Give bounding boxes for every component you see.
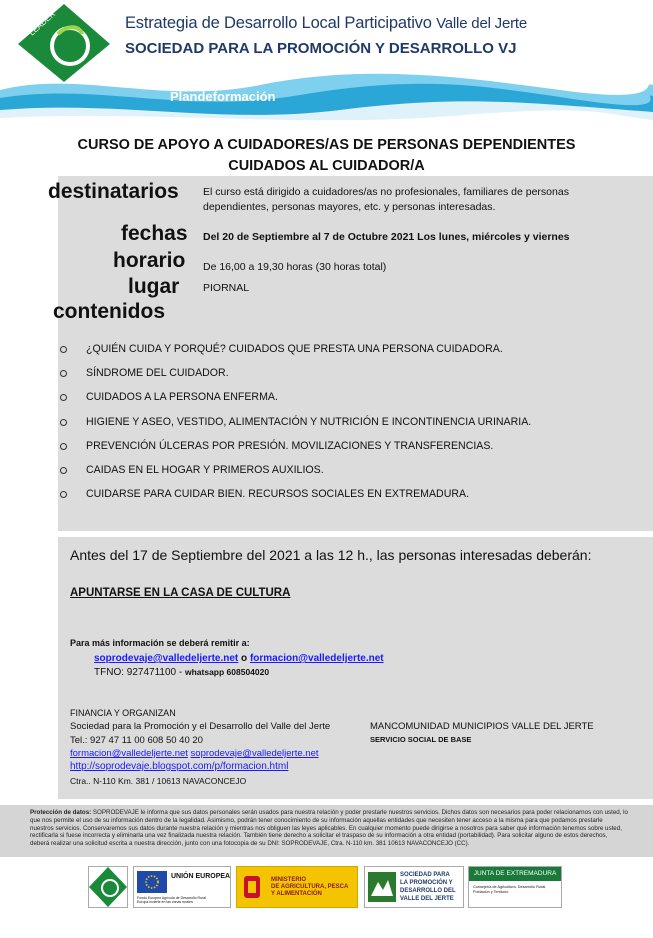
junta-title: JUNTA DE EXTREMADURA	[469, 867, 561, 881]
contenidos-label: contenidos	[53, 300, 166, 323]
bullet-icon	[60, 443, 67, 450]
formacion-blog-link[interactable]: http://soprodevaje.blogspot.com/p/formacion.html	[70, 761, 289, 772]
org1-address: Ctra.. N-110 Km. 381 / 10613 NAVACONCEJO	[70, 776, 247, 786]
org1-email-soprodevaje-link[interactable]: soprodevaje@valledeljerte.net	[190, 748, 319, 759]
contact-emails: soprodevaje@valledeljerte.net o formacion@valledeljerte.net	[94, 653, 384, 664]
destinatarios-text: El curso está dirigido a cuidadores/as no profesionales, familiares de personas dependientes, personas mayores, etc. y personas interesadas.	[203, 186, 569, 213]
email-soprodevaje-link[interactable]: soprodevaje@valledeljerte.net	[94, 653, 239, 664]
org1-email-formacion-link[interactable]: formacion@valledeljerte.net	[70, 748, 188, 759]
sociedad-text: SOCIEDAD PARA LA PROMOCIÓN Y DESARROLLO DEL VALLE DEL JERTE	[400, 872, 456, 902]
eu-flag-icon	[137, 871, 167, 893]
junta-sub: Consejería de Agricultura, Desarrollo Rural, Población y Territorio	[473, 885, 547, 894]
ministerio-text: MINISTERIO DE AGRICULTURA, PESCA Y ALIMENTACIÓN	[271, 877, 349, 897]
info-title: Para más información se deberá remitir a:	[70, 638, 250, 648]
org1-emails	[70, 748, 319, 759]
email-formacion-link[interactable]: formacion@valledeljerte.net	[249, 653, 384, 664]
header-subtitle: SOCIEDAD PARA LA PROMOCIÓN Y DESARROLLO VJ	[125, 40, 517, 57]
bullet-icon	[60, 467, 67, 474]
sociedad-logo	[364, 866, 464, 908]
org2-name: MANCOMUNIDAD MUNICIPIOS VALLE DEL JERTE	[370, 721, 594, 732]
privacy-text: Protección de datos: SOPRODEVAJE le informa que sus datos personales serán usados para nuestra relación y poder prestarle nuestros servicios. Dichos datos son necesarios para poder relacionarnos con usted, lo que nos permite el uso de su información dentro de la legalidad. Asimismo, podrán tener conocimiento de su información aquellas entidades que necesiten tener acceso a la misma para que podamos prestarle nuestros servicios. Conservaremos sus datos durante nuestra relación y mientras nos obliguen las leyes aplicables. En cualquier momento puede dirigirse a nosotros para saber qué información tenemos sobre usted, rectificarla si fuese incorrecta y eliminarla una vez finalizada nuestra relación. También tiene derecho a solicitar el traspaso de su información a otra entidad (portabilidad). Para solicitar alguno de estos derechos, deberá realizar una solicitud escrita a nuestra dirección, junto con una fotocopia de su DNI: SOPRODEVAJE, Ctra. N-110 km. 381 10613 NAVACONCEJO (CC).	[30, 809, 628, 848]
plan-de-formacion: Plandeformación	[170, 89, 276, 104]
list-item: PREVENCIÓN ÚLCERAS POR PRESIÓN. MOVILIZACIONES Y TRANSFERENCIAS.	[60, 440, 640, 464]
list-item: HIGIENE Y ASEO, VESTIDO, ALIMENTACIÓN Y NUTRICIÓN E INCONTINENCIA URINARIA.	[60, 416, 640, 440]
whatsapp-number: whatsapp 608504020	[184, 667, 270, 677]
bullet-icon	[60, 419, 67, 426]
leader-footer-icon	[89, 867, 127, 907]
junta-logo	[468, 866, 562, 908]
footer-logos	[0, 862, 653, 922]
sociedad-icon	[368, 872, 396, 902]
fechas-text: Del 20 de Septiembre al 7 de Octubre 2021 Los lunes, miércoles y viernes	[203, 231, 570, 243]
privacy-notice	[0, 805, 653, 857]
list-item: CAIDAS EN EL HOGAR Y PRIMEROS AUXILIOS.	[60, 464, 640, 488]
org1-url	[70, 761, 288, 772]
eu-logo	[133, 866, 231, 908]
fechas-label: fechas	[121, 222, 188, 245]
ministerio-logo	[236, 866, 358, 908]
list-item: ¿QUIÉN CUIDA Y PORQUÉ? CUIDADOS QUE PRESTA UNA PERSONA CUIDADORA.	[60, 343, 640, 367]
page-header	[0, 0, 653, 125]
contact-phone: TFNO: 927471100 - whatsapp 608504020	[94, 667, 270, 678]
eu-sub1: Fondo Europeo Agrícola de Desarrollo Rural	[137, 896, 206, 900]
horario-label: horario	[113, 249, 186, 272]
leader-logo	[18, 4, 110, 82]
list-item: SÍNDROME DEL CUIDADOR.	[60, 367, 640, 391]
org1-name: Sociedad para la Promoción y el Desarrollo del Valle del Jerte	[70, 721, 331, 732]
bullet-icon	[60, 491, 67, 498]
bullet-icon	[60, 394, 67, 401]
eu-title: UNIÓN EUROPEA	[171, 873, 231, 880]
list-item: CUIDARSE PARA CUIDAR BIEN. RECURSOS SOCIALES EN EXTREMADURA.	[60, 488, 640, 512]
org2-sub: SERVICIO SOCIAL DE BASE	[370, 735, 472, 744]
registration-action: APUNTARSE EN LA CASA DE CULTURA	[70, 587, 291, 599]
horario-text: De 16,00 a 19,30 horas (30 horas total)	[203, 261, 387, 273]
spain-crest-icon	[241, 872, 263, 902]
lugar-text: PIORNAL	[203, 282, 250, 294]
bullet-icon	[60, 346, 67, 353]
header-title-main: Estrategia de Desarrollo Local Participativo	[125, 14, 432, 32]
bullet-icon	[60, 370, 67, 377]
eu-sub2: Europa invierte en las zonas rurales	[137, 900, 193, 904]
lugar-label: lugar	[128, 275, 180, 298]
organizers-heading: FINANCIA Y ORGANIZAN	[70, 708, 176, 718]
destinatarios-label: destinatarios	[48, 180, 179, 203]
leader-footer-logo	[88, 866, 128, 908]
header-title-valle: Valle del Jerte	[436, 15, 528, 32]
course-title: CURSO DE APOYO A CUIDADORES/AS DE PERSONAS DEPENDIENTES	[77, 137, 576, 153]
list-item: CUIDADOS A LA PERSONA ENFERMA.	[60, 391, 640, 415]
course-subtitle: CUIDADOS AL CUIDADOR/A	[228, 158, 425, 174]
contents-list	[60, 343, 640, 512]
leader-logo-text: LEADER	[27, 9, 58, 38]
header-title	[125, 14, 527, 33]
deadline-text: Antes del 17 de Septiembre del 2021 a las 12 h., las personas interesadas deberán:	[70, 547, 592, 563]
org1-phone: Tel.: 927 47 11 00 608 50 40 20	[70, 735, 203, 746]
